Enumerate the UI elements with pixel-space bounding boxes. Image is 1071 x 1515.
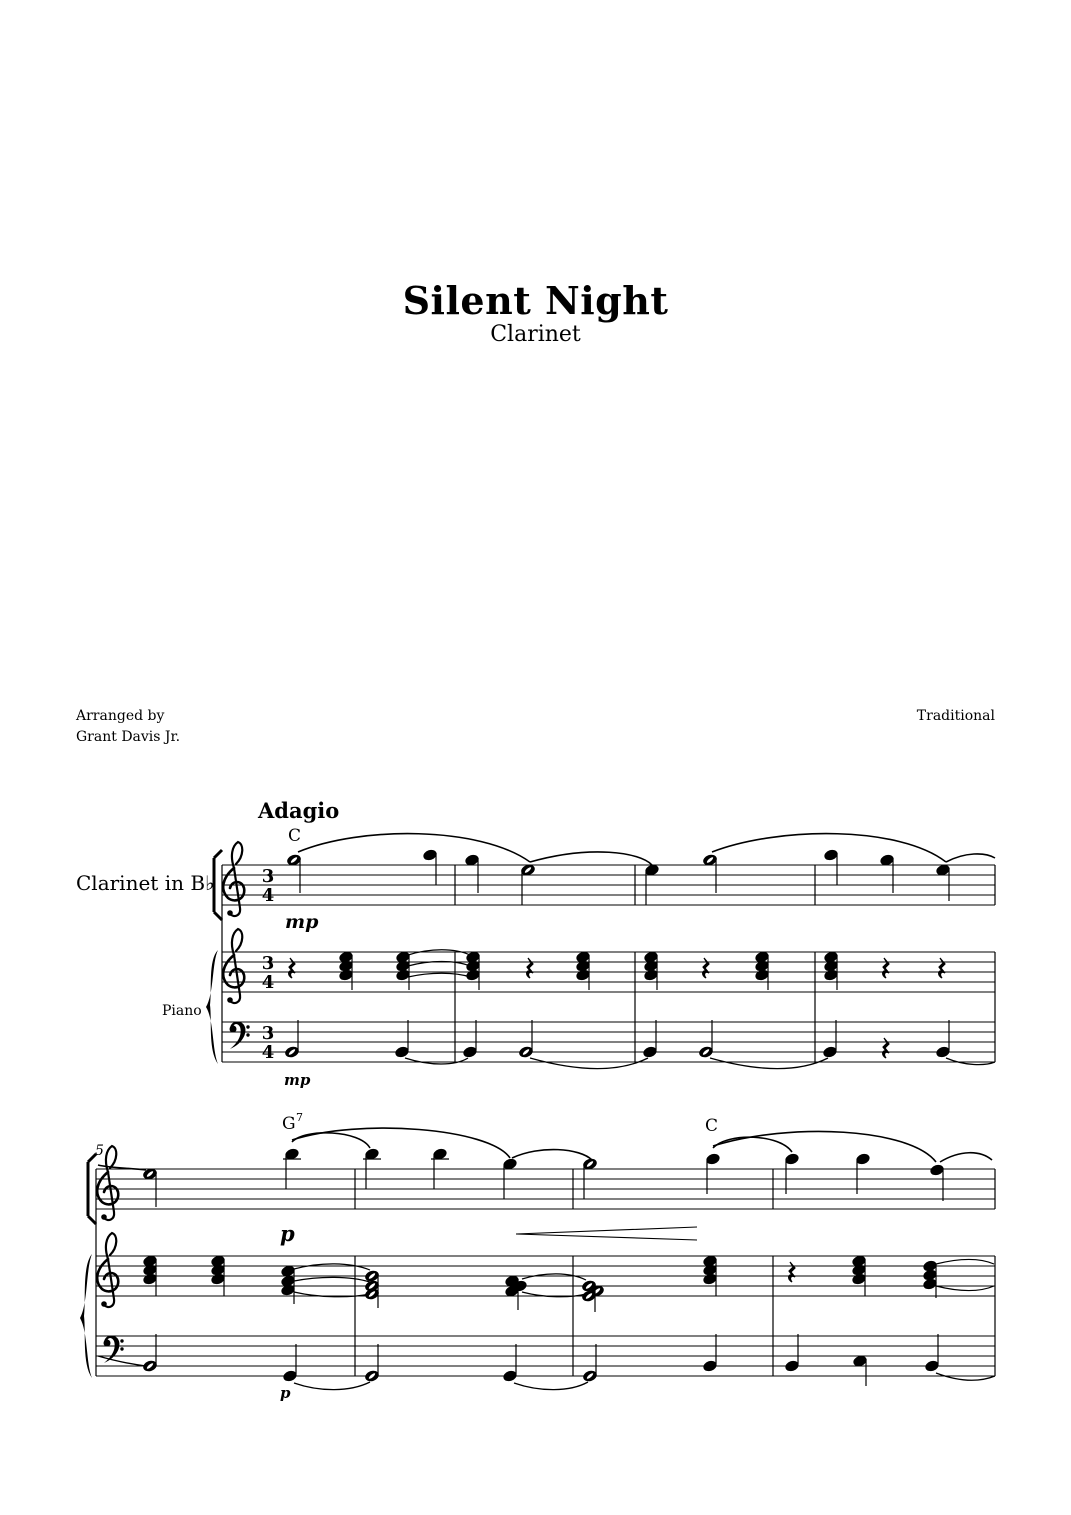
clarinet-notes [286,849,950,905]
crescendo-hairpin [516,1227,697,1240]
system-1 [76,798,995,1089]
piano-bass-notes [142,1334,939,1386]
time-sig-top: 3 [261,1023,275,1044]
system-2 [80,1111,995,1402]
arranger-name: Grant Davis Jr. [76,729,181,745]
time-sig-top: 3 [261,866,275,887]
clarinet-notes [142,1148,944,1207]
clarinet-label: Clarinet in B♭ [76,871,215,895]
piano-label: Piano [162,1003,202,1019]
dynamic-p: p [280,1384,291,1402]
chord-symbol: G [282,1114,296,1134]
dynamic-mp: mp [285,911,319,933]
piano-bass-notes [284,1020,950,1058]
dynamic-mp: mp [284,1071,311,1089]
clarinet-staff [96,1169,995,1209]
piano-brace [80,1254,92,1378]
page-subtitle: Clarinet [490,322,581,347]
composer-credit: Traditional [916,708,995,724]
time-sig-bottom: 4 [261,972,275,993]
barlines [355,1169,995,1376]
piano-treble-notes [143,1255,938,1312]
piano-brace [206,950,218,1064]
chord-symbol: C [288,826,302,846]
system-bracket [214,850,222,920]
slurs [98,1128,992,1170]
page-title: Silent Night [402,278,669,323]
time-sig-bottom: 4 [261,885,275,906]
chord-symbol: C [705,1116,719,1136]
tempo-marking: Adagio [258,798,340,823]
system-bracket [88,1154,96,1224]
clarinet-staff [222,865,995,905]
time-sig-top: 3 [261,953,275,974]
piano-treble-staff [222,952,995,992]
piano-bass-staff [222,1022,995,1062]
time-sig-bottom: 4 [261,1042,275,1063]
chord-symbol-superscript: 7 [296,1111,303,1124]
bass-clef-icon [230,1022,250,1049]
arranger-label: Arranged by [76,708,165,724]
dynamic-p: p [280,1221,295,1246]
piano-treble-notes [289,951,945,990]
measure-number: 5 [95,1143,104,1159]
